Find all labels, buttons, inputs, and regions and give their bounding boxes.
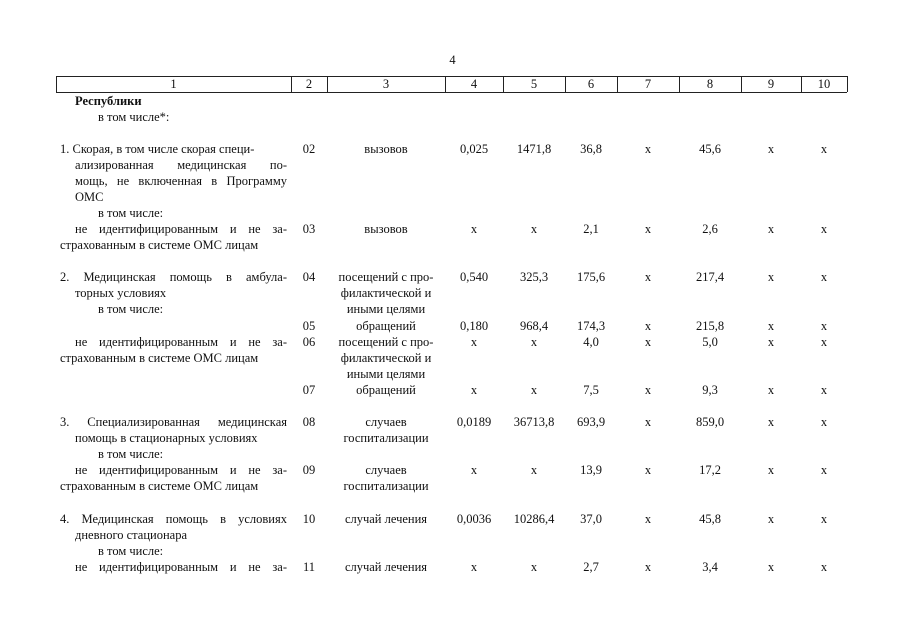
cell-col-7: х [644,512,652,526]
cell-col-8: 5,0 [702,335,718,349]
row-unit: обращений [356,319,416,333]
cell-col-5: 10286,4 [513,512,555,526]
cell-col-8: 217,4 [695,270,725,284]
row-label: не идентифицированным и не за- [75,463,287,477]
cell-col-7: х [644,383,652,397]
row-code: 04 [302,270,316,284]
cell-col-10: х [820,270,828,284]
row-unit: иными целями [346,302,426,316]
cell-col-5: х [530,335,538,349]
row-label: помощь в стационарных условиях [75,431,258,445]
cell-col-4: х [470,383,478,397]
including-label: в том числе: [98,302,164,316]
cell-col-4: 0,0189 [456,415,492,429]
row-unit: госпитализации [343,431,429,445]
cell-col-4: 0,180 [459,319,489,333]
cell-col-4: 0,025 [459,142,489,156]
row-code: 03 [302,222,316,236]
cell-col-7: х [644,335,652,349]
cell-col-7: х [644,270,652,284]
cell-col-8: 45,6 [699,142,721,156]
including-label: в том числе: [98,544,164,558]
cell-col-4: х [470,222,478,236]
row-code: 10 [302,512,316,526]
cell-col-5: х [530,463,538,477]
cell-col-9: х [767,335,775,349]
cell-col-9: х [767,512,775,526]
cell-col-5: 36713,8 [513,415,555,429]
row-label: страхованным в системе ОМС лицам [60,238,259,252]
header-col-7: 7 [644,77,652,91]
row-label: не идентифицированным и не за- [75,222,287,236]
row-label: 2. Медицинская помощь в амбула- [60,270,287,284]
row-code: 06 [302,335,316,349]
header-col-5: 5 [530,77,538,91]
cell-col-5: х [530,560,538,574]
row-unit: филактической и [340,286,432,300]
row-code: 02 [302,142,316,156]
cell-col-5: 968,4 [519,319,549,333]
cell-col-5: х [530,383,538,397]
row-unit: филактической и [340,351,432,365]
row-label: мощь, не включенная в Программу [75,174,287,188]
row-unit: иными целями [346,367,426,381]
section-title: Республики [75,94,142,108]
cell-col-7: х [644,415,652,429]
row-label: ОМС [75,190,104,204]
row-code: 05 [302,319,316,333]
cell-col-10: х [820,415,828,429]
including-note: в том числе*: [98,110,170,124]
header-col-2: 2 [305,77,313,91]
table-header-bottom-border [56,92,847,93]
row-unit: случай лечения [344,560,428,574]
header-col-10: 10 [817,77,831,91]
header-col-3: 3 [382,77,390,91]
row-unit: посещений с про- [338,335,434,349]
cell-col-10: х [820,463,828,477]
cell-col-7: х [644,222,652,236]
row-label: ализированная медицинская по- [75,158,287,172]
row-label: 1. Скорая, в том числе скорая специ- [60,142,255,156]
cell-col-7: х [644,319,652,333]
cell-col-10: х [820,512,828,526]
row-unit: случаев [365,463,407,477]
cell-col-9: х [767,560,775,574]
including-label: в том числе: [98,447,164,461]
cell-col-7: х [644,142,652,156]
cell-col-4: х [470,463,478,477]
row-code: 08 [302,415,316,429]
including-label: в том числе: [98,206,164,220]
row-label: страхованным в системе ОМС лицам [60,351,259,365]
cell-col-8: 3,4 [702,560,718,574]
cell-col-6: 37,0 [580,512,602,526]
cell-col-10: х [820,383,828,397]
row-code: 11 [302,560,316,574]
cell-col-10: х [820,142,828,156]
row-code: 07 [302,383,316,397]
cell-col-10: х [820,335,828,349]
row-unit: вызовов [364,222,408,236]
cell-col-8: 2,6 [702,222,718,236]
cell-col-7: х [644,560,652,574]
row-label: дневного стационара [75,528,188,542]
header-col-6: 6 [587,77,595,91]
row-unit: случаев [365,415,407,429]
header-col-9: 9 [767,77,775,91]
cell-col-8: 215,8 [695,319,725,333]
cell-col-8: 45,8 [699,512,721,526]
page-number: 4 [449,53,456,67]
cell-col-10: х [820,222,828,236]
cell-col-9: х [767,383,775,397]
cell-col-6: 7,5 [583,383,599,397]
row-code: 09 [302,463,316,477]
row-label: не идентифицированным и не за- [75,335,287,349]
row-label: 3. Специализированная медицинская [60,415,287,429]
header-col-4: 4 [470,77,478,91]
cell-col-6: 2,1 [583,222,599,236]
cell-col-10: х [820,560,828,574]
cell-col-4: 0,0036 [456,512,492,526]
row-unit: посещений с про- [338,270,434,284]
cell-col-6: 13,9 [580,463,602,477]
cell-col-9: х [767,142,775,156]
col-divider [847,76,848,92]
cell-col-5: 325,3 [519,270,549,284]
header-col-8: 8 [706,77,714,91]
row-unit: госпитализации [343,479,429,493]
row-label: торных условиях [75,286,167,300]
cell-col-6: 693,9 [576,415,606,429]
cell-col-7: х [644,463,652,477]
header-col-1: 1 [170,77,177,91]
cell-col-9: х [767,270,775,284]
cell-col-6: 36,8 [580,142,602,156]
cell-col-4: х [470,335,478,349]
cell-col-6: 175,6 [576,270,606,284]
cell-col-9: х [767,415,775,429]
cell-col-4: х [470,560,478,574]
row-label: 4. Медицинская помощь в условиях [60,512,287,526]
cell-col-4: 0,540 [459,270,489,284]
cell-col-5: х [530,222,538,236]
cell-col-8: 859,0 [695,415,725,429]
cell-col-9: х [767,463,775,477]
row-unit: вызовов [364,142,408,156]
cell-col-6: 2,7 [583,560,599,574]
cell-col-9: х [767,222,775,236]
cell-col-9: х [767,319,775,333]
row-label: не идентифицированным и не за- [75,560,287,574]
cell-col-6: 4,0 [583,335,599,349]
cell-col-5: 1471,8 [516,142,552,156]
row-label: страхованным в системе ОМС лицам [60,479,259,493]
cell-col-8: 9,3 [702,383,718,397]
cell-col-6: 174,3 [576,319,606,333]
cell-col-10: х [820,319,828,333]
cell-col-8: 17,2 [699,463,721,477]
row-unit: обращений [356,383,416,397]
row-unit: случай лечения [344,512,428,526]
